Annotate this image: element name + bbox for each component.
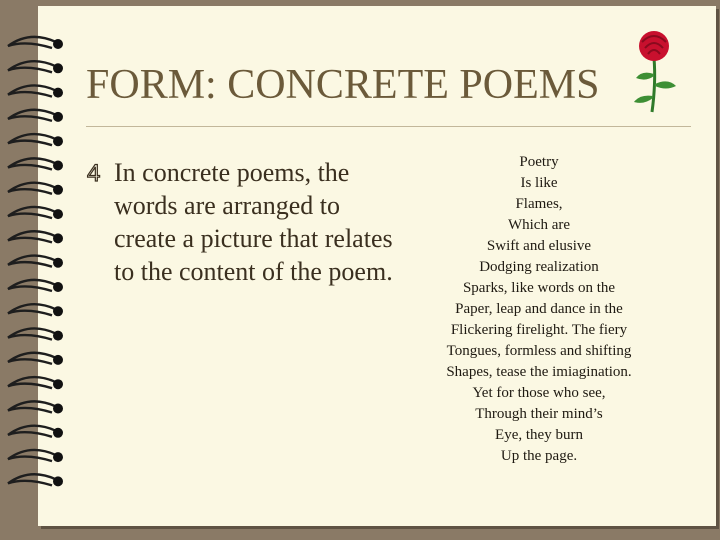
binding-ring [8,207,63,219]
binding-ring [8,37,63,49]
poem-line: Paper, leap and dance in the [455,301,623,317]
slide-title: FORM: CONCRETE POEMS [86,62,600,108]
poem-line: Flickering firelight. The fiery [450,322,628,338]
poem-line: Is like [520,175,558,191]
poem-line: Shapes, tease the imiagination. [446,364,632,380]
binding-ring [8,110,63,122]
binding-ring [8,231,63,243]
poem-line: Through their mind’s [475,406,603,422]
spiral-binding [0,0,75,540]
binding-ring [8,256,63,268]
poem-line: Which are [507,217,571,233]
poem-line: Flames, [515,196,563,212]
poem-line: Eye, they burn [495,427,583,443]
binding-ring [8,450,63,462]
poem-line: Tongues, formless and shifting [446,343,632,359]
poem-line: Up the page. [500,448,578,464]
poem-line: Dodging realization [479,259,599,275]
poem-line: Sparks, like words on the [462,280,616,296]
binding-ring [8,304,63,316]
binding-ring [8,85,63,97]
binding-ring [8,61,63,73]
poem-line: Yet for those who see, [472,385,606,401]
notebook-page [38,6,716,526]
title-divider [86,126,691,127]
svg-text:4: 4 [87,161,101,185]
poem-line: Swift and elusive [486,238,592,254]
binding-ring [8,158,63,170]
concrete-poem [434,152,644,467]
binding-ring [8,401,63,413]
binding-ring [8,426,63,438]
bullet-text: In concrete poems, the words are arranged to create a picture that relates to the content of the poem. [114,158,393,286]
binding-ring [8,353,63,365]
bullet-4-icon [86,161,106,185]
binding-ring [8,183,63,195]
poem-line: Poetry [519,154,559,170]
binding-ring [8,474,63,486]
binding-ring [8,377,63,389]
binding-ring [8,328,63,340]
binding-ring [8,280,63,292]
binding-ring [8,134,63,146]
rose-icon [628,28,688,114]
